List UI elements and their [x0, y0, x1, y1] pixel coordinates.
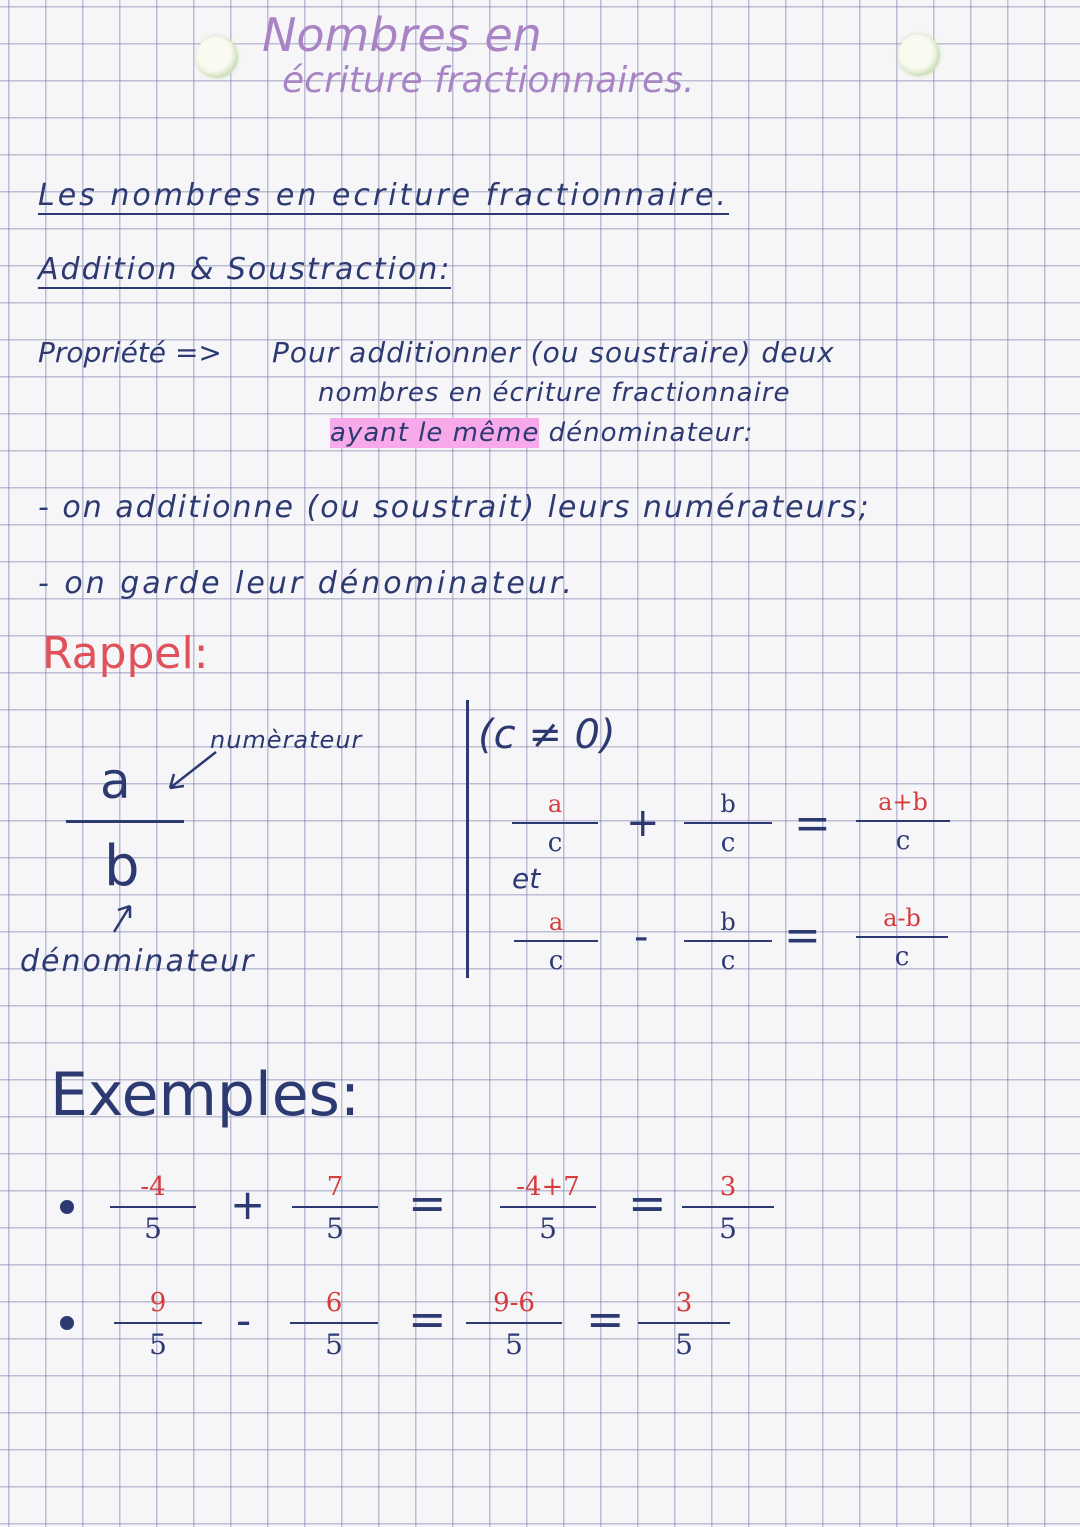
frac-numerator: b — [720, 790, 736, 818]
property-line-1: Pour additionner (ou soustraire) deux — [272, 336, 835, 369]
frac-numerator: -4 — [140, 1172, 166, 1202]
bullet-1 — [60, 1200, 74, 1214]
denominator-arrow-icon — [106, 900, 136, 936]
frac-denominator: c — [720, 828, 736, 858]
ex1-frac-4 — [682, 1172, 774, 1245]
equals-symbol: = — [586, 1292, 625, 1346]
condition-text: (c ≠ 0) — [478, 712, 616, 758]
connector-et: et — [512, 862, 541, 895]
frac-denominator: 5 — [325, 1328, 343, 1361]
ex1-frac-1 — [110, 1172, 196, 1245]
ex2-frac-3 — [466, 1288, 562, 1361]
arrow-symbol: => — [174, 336, 222, 369]
formula-sub-frac-b — [684, 908, 772, 976]
frac-denominator: 5 — [144, 1212, 162, 1245]
examples-label: Exemples: — [50, 1060, 361, 1130]
ex1-frac-2 — [292, 1172, 378, 1245]
formula-add-frac-b — [684, 790, 772, 858]
frac-numerator: b — [720, 908, 736, 936]
property-line-2: nombres en écriture fractionnaire — [318, 378, 791, 408]
frac-numerator: -4+7 — [516, 1172, 580, 1202]
plus-symbol: + — [626, 800, 660, 846]
ex2-frac-2 — [290, 1288, 378, 1361]
title-line-2: écriture fractionnaires. — [282, 60, 695, 101]
rule-2: - on garde leur dénominateur. — [38, 566, 575, 601]
rule-1: - on additionne (ou soustrait) leurs numérateurs; — [38, 490, 871, 525]
property-line-3-rest: dénominateur: — [548, 418, 754, 448]
equals-symbol: = — [408, 1292, 447, 1346]
property-label — [38, 336, 222, 369]
frac-denominator: 5 — [149, 1328, 167, 1361]
frac-denominator: 5 — [505, 1328, 523, 1361]
title-line-1: Nombres en — [262, 8, 542, 62]
vertical-separator — [466, 700, 469, 978]
frac-numerator: a — [548, 908, 564, 936]
frac-denominator: c — [894, 942, 910, 972]
equals-symbol: = — [408, 1176, 447, 1230]
numerator-arrow-icon — [160, 748, 220, 794]
frac-numerator: 7 — [326, 1172, 344, 1202]
frac-denominator: c — [895, 826, 911, 856]
numerator-label: numèrateur — [210, 726, 363, 754]
frac-numerator: a — [547, 790, 563, 818]
formula-add-result — [856, 788, 950, 856]
property-line-3 — [330, 418, 754, 448]
formula-add-frac-a — [512, 790, 598, 858]
minus-symbol: - — [634, 914, 649, 960]
frac-numerator: a-b — [883, 904, 921, 932]
frac-denominator: 5 — [719, 1212, 737, 1245]
ex2-frac-1 — [114, 1288, 202, 1361]
plus-symbol: + — [230, 1180, 266, 1229]
frac-denominator: c — [720, 946, 736, 976]
section-heading: Les nombres en ecriture fractionnaire. — [38, 178, 729, 213]
formula-sub-frac-a — [514, 908, 598, 976]
frac-numerator: 6 — [325, 1288, 343, 1318]
equals-symbol: = — [628, 1176, 667, 1230]
frac-denominator: 5 — [675, 1328, 693, 1361]
frac-denominator: 5 — [539, 1212, 557, 1245]
equals-symbol: = — [794, 798, 831, 849]
frac-numerator: 9-6 — [493, 1288, 535, 1318]
denominator-label: dénominateur — [20, 944, 256, 979]
frac-denominator: c — [547, 828, 563, 858]
ex2-frac-4 — [638, 1288, 730, 1361]
frac-denominator: 5 — [326, 1212, 344, 1245]
frac-numerator: 9 — [149, 1288, 167, 1318]
generic-denominator: b — [104, 834, 140, 899]
generic-numerator: a — [100, 752, 131, 810]
minus-symbol: - — [236, 1296, 252, 1345]
formula-sub-result — [856, 904, 948, 972]
frac-numerator: 3 — [719, 1172, 737, 1202]
bullet-2 — [60, 1316, 74, 1330]
frac-numerator: a+b — [878, 788, 928, 816]
punch-hole-left — [196, 36, 238, 78]
generic-fraction-bar — [66, 820, 184, 823]
punch-hole-right — [898, 34, 940, 76]
highlighted-text: ayant le même — [330, 418, 540, 448]
frac-denominator: c — [548, 946, 564, 976]
ex1-frac-3 — [500, 1172, 596, 1245]
equals-symbol: = — [784, 910, 821, 961]
property-word: Propriété — [38, 336, 167, 369]
rappel-label: Rappel: — [42, 628, 209, 679]
frac-numerator: 3 — [675, 1288, 693, 1318]
subheading: Addition & Soustraction: — [38, 252, 452, 287]
